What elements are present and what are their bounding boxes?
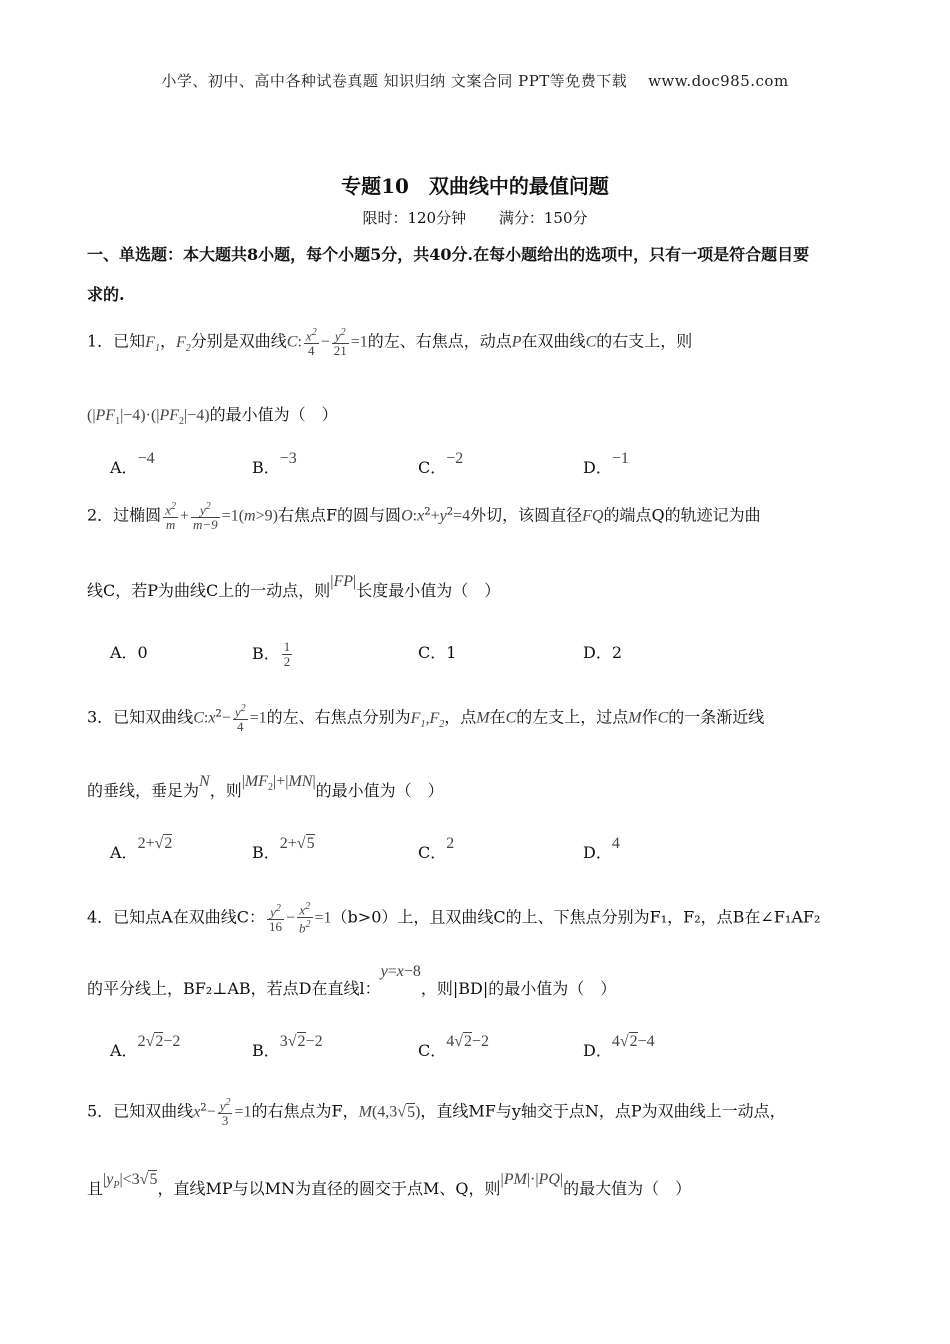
question-3-line-2: 的垂线，垂足为N，则$|MF_2|+|MN|$的最小值为（ ） bbox=[87, 773, 444, 800]
question-4-line-2: 的平分线上，BF₂⊥AB，若点D在直线l：y=x−8，则|BD|的最小值为（ ） bbox=[87, 963, 617, 998]
section-heading-cont: 求的. bbox=[87, 285, 125, 304]
option-c[interactable]: C．2 bbox=[418, 835, 455, 862]
question-5-line-1: 5．已知双曲线$x^2-$ $\frac{y^2}{3}$ =1的右焦点为F，M(4,3√5)，直线MF与y轴交于点N，点P为双曲线上一动点， bbox=[87, 1097, 786, 1129]
option-c[interactable]: C．−2 bbox=[418, 450, 464, 477]
option-a[interactable]: A．2+√2 bbox=[110, 835, 173, 862]
question-2-line-1: 2．过椭圆 $\frac{x^2}{m}$ + $\frac{y^2}{m-9}$ =1(m>9)右焦点F的圆与圆$O:x^2+y^2=4$外切，该圆直径FQ的端点Q的轨迹记为曲 bbox=[87, 501, 761, 533]
option-b[interactable]: B．2+√5 bbox=[252, 835, 315, 862]
time-limit: 限时：120分钟 bbox=[362, 209, 467, 227]
option-b[interactable]: B． $\frac{1}{2}$ bbox=[252, 639, 291, 669]
page-header: 小学、初中、高中各种试卷真题 知识归纳 文案合同 PPT等免费下载 www.doc985.com bbox=[161, 72, 789, 90]
question-3-line-1: 3．已知双曲线$C:x^2-$ $\frac{y^2}{4}$ =1的左、右焦点分别为$F_1,F_2$，点M在C的左支上，过点M作C的一条渐近线 bbox=[87, 703, 765, 735]
option-b[interactable]: B．3√2−2 bbox=[252, 1033, 323, 1060]
option-d[interactable]: D．4 bbox=[583, 835, 620, 862]
option-a[interactable]: A．2√2−2 bbox=[110, 1033, 181, 1060]
question-1-line-2: $(|PF_1|-4)\cdot(|PF_2|-4)$的最小值为（ ） bbox=[87, 405, 338, 428]
question-5-line-2: 且$|y_P|<3√5$，直线MP与以MN为直径的圆交于点M、Q，则|PM|·|PQ|的最大值为（ ） bbox=[87, 1171, 692, 1198]
option-a[interactable]: A．0 bbox=[110, 643, 148, 662]
question-1-line-1: 1．已知$F_1$，$F_2$分别是双曲线C: $\frac{x^2}{4}$ − $\frac{y^2}{21}$ =1的左、右焦点，动点P在双曲线C的右支上，则 bbox=[87, 327, 693, 359]
option-d[interactable]: D．4√2−4 bbox=[583, 1033, 655, 1060]
option-c[interactable]: C．1 bbox=[418, 643, 457, 662]
full-score: 满分：150分 bbox=[498, 209, 588, 227]
exam-info bbox=[0, 207, 950, 228]
option-d[interactable]: D．−1 bbox=[583, 450, 629, 477]
question-4-line-1: 4．已知点A在双曲线C： $\frac{y^2}{16}$ − $\frac{x^2}{b^2}$ =1（b>0）上，且双曲线C的上、下焦点分别为F₁，F₂，点B在∠F₁AF₂ bbox=[87, 901, 821, 936]
question-2-line-2: 线C，若P为曲线C上的一动点，则|FP|长度最小值为（ ） bbox=[87, 573, 501, 600]
option-b[interactable]: B．−3 bbox=[252, 450, 297, 477]
option-c[interactable]: C．4√2−2 bbox=[418, 1033, 490, 1060]
option-a[interactable]: A．−4 bbox=[110, 450, 155, 477]
section-heading: 一、单选题：本大题共8小题，每个小题5分，共40分.在每小题给出的选项中，只有一项是符合题目要 bbox=[87, 245, 810, 264]
option-d[interactable]: D．2 bbox=[583, 643, 623, 662]
page-title: 专题10 双曲线中的最值问题 bbox=[341, 174, 609, 198]
